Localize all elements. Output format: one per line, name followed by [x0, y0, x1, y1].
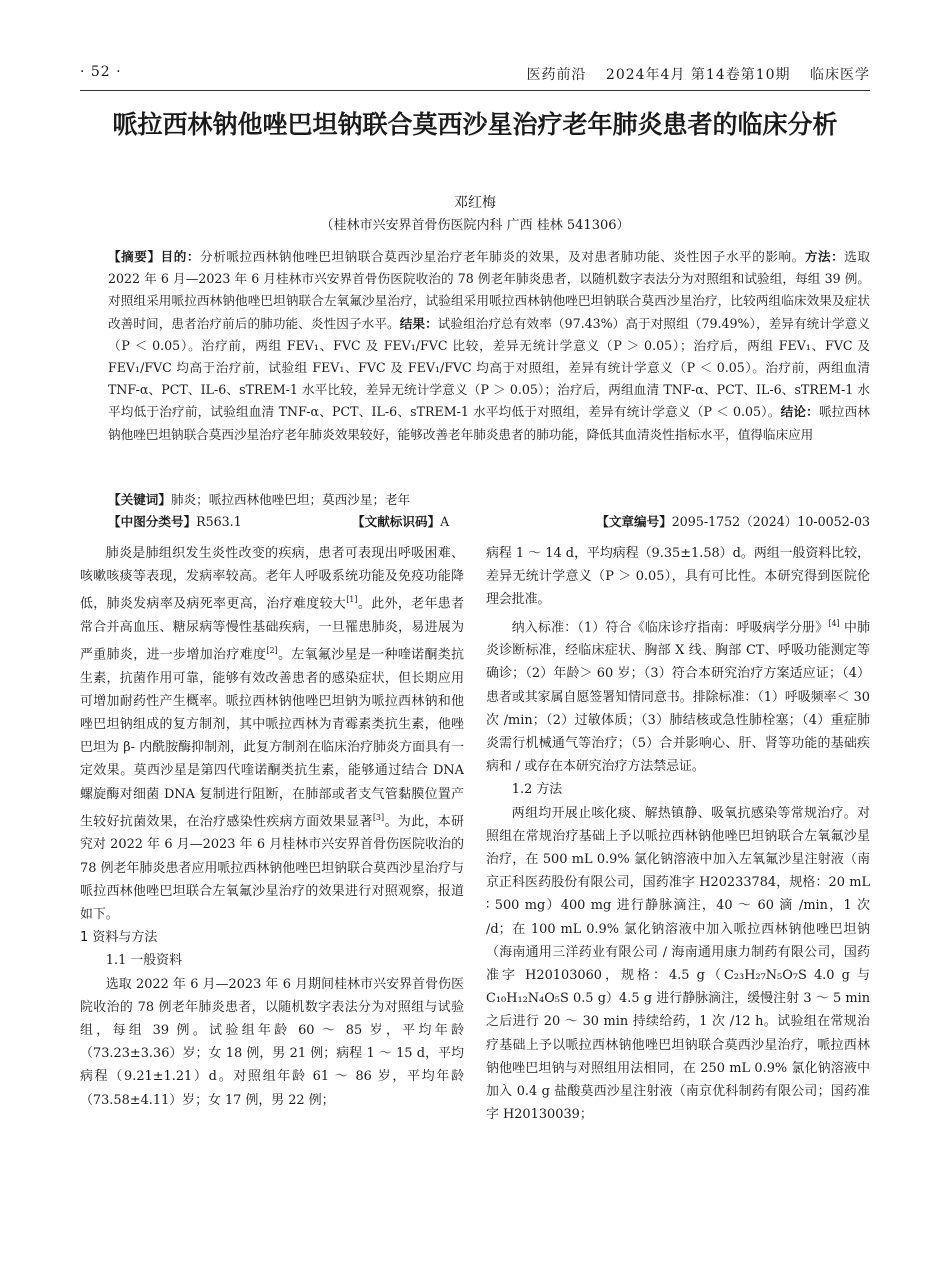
doc-value: A: [440, 514, 450, 529]
header-divider: [80, 90, 870, 91]
intro-text-1: 肺炎是肺组织发生炎性改变的疾病，患者可表现出呼吸困难、咳嗽咳痰等表现，发病率较高。老年人呼吸系统功能及免疫功能降低，肺炎发病率及病死率更高，治疗难度较大: [80, 546, 464, 612]
intro-text-2: 。此外，老年患者常合并高血压、糖尿病等慢性基础疾病，一旦罹患肺炎，易进展为严重肺炎，进一步增加治疗难度: [80, 596, 465, 663]
citation-4: [4]: [828, 618, 840, 628]
body-column-right: [486, 542, 870, 1126]
general-info-paragraph: 选取 2022 年 6 月—2023 年 6 月期间桂林市兴安界首骨伤医院收治的 78 例老年肺炎患者，以随机数字表法分为对照组与试验组，每组 39 例。试验组年龄 60 ～ 85 岁，平均年龄（73.23±3.36）岁；女 18 例，男 21 例；病程 1 ～ 15 d，平均病程（9.21±1.21）d。对照组年龄 61 ～ 86 岁，平均年龄（73.58±4.11）岁；女 17 例，男 22 例；: [80, 976, 464, 1108]
keywords-label: 【关键词】: [108, 492, 171, 507]
general-info-continued: 病程 1 ～ 14 d，平均病程（9.35±1.58）d。两组一般资料比较，差异无统计学意义（P ＞ 0.05），具有可比性。本研究得到医院伦理会批准。: [486, 546, 870, 608]
method-label: 方法：: [804, 249, 845, 264]
criteria-text-2: 中肺炎诊断标准，经临床症状、胸部 X 线、胸部 CT、呼吸功能测定等确诊；（2）年龄＞ 60 岁；（3）符合本研究治疗方案适应证；（4）患者或其家属自愿签署知情同意书。排除标准：（1）呼吸频率＜ 30 次 /min；（2）过敏体质；（3）肺结核或急性肺栓塞；（4）重症肺炎需行机械通气等治疗；（5）合并影响心、肝、肾等功能的基础疾病和 / 或存在本研究治疗方法禁忌证。: [486, 619, 870, 775]
journal-issue: 2024年4月 第14卷第10期: [605, 67, 791, 83]
classification-row: [108, 511, 870, 533]
intro-text-3: 。左氧氟沙星是一种喹诺酮类抗生素，抗菌作用可靠，能够有效改善患者的感染症状，但长期应用可增加耐药性产生概率。哌拉西林钠他唑巴坦钠为哌拉西林钠和他唑巴坦钠组成的复方制剂，其中哌拉西林为青霉素类抗生素，他唑巴坦为 β- 内酰胺酶抑制剂，此复方制剂在临床治疗肺炎方面具有一定效果。莫西沙星是第四代喹诺酮类抗生素，能够通过结合 DNA 螺旋酶对细菌 DNA 复制进行阻断，在肺部或者支气管黏膜位置产生较好抗菌效果，在治疗感染性疾病方面效果显著: [80, 647, 464, 830]
abstract-label: 【摘要】: [108, 249, 161, 264]
objective-label: 目的：: [160, 249, 201, 264]
body-column-left: [80, 542, 464, 1112]
doc-code: [352, 511, 449, 533]
keywords: [108, 489, 870, 511]
journal-info: [512, 64, 870, 84]
result-label: 结果：: [399, 315, 438, 331]
doc-label: 【文献标识码】: [352, 514, 441, 529]
clc-label: 【中图分类号】: [108, 514, 197, 529]
criteria-paragraph: [486, 612, 870, 779]
clc-code: [108, 511, 242, 533]
abstract: [108, 246, 870, 446]
citation-1: [1]: [346, 595, 358, 605]
objective-text: 分析哌拉西林钠他唑巴坦钠联合莫西沙星治疗老年肺炎的效果，及对患者肺功能、炎性因子水平的影响。: [200, 249, 805, 264]
result-text: 试验组治疗总有效率（97.43%）高于对照组（79.49%），差异有统计学意义（P ＜ 0.05）。治疗前，两组 FEV₁、FVC 及 FEV₁/FVC 比较，差异无统计学意义（P ＞ 0.05）；治疗后，两组 FEV₁、FVC 及 FEV₁/FVC 均高于治疗前，试验组 FEV₁、FVC 及 FEV₁/FVC 均高于对照组，差异有统计学意义（P ＜ 0.05）。治疗前，两组血清 TNF-α、PCT、IL-6、sTREM-1 水平比较，差异无统计学意义（P ＞ 0.05）；治疗后，两组血清 TNF-α、PCT、IL-6、sTREM-1 水平均低于治疗前，试验组血清 TNF-α、PCT、IL-6、sTREM-1 水平均低于对照组，差异有统计学意义（P ＜ 0.05）。: [108, 315, 871, 420]
section-heading-1: 1 资料与方法: [80, 930, 158, 946]
author: 邓红梅: [454, 195, 496, 211]
clc-value: R563.1: [196, 514, 242, 529]
method-text: 选取 2022 年 6 月—2023 年 6 月桂林市兴安界首骨伤医院收治的 78 例老年肺炎患者，以随机数字表法分为对照组和试验组，每组 39 例。对照组采用哌拉西林钠他唑巴坦钠联合左氧氟沙星治疗，试验组采用哌拉西林钠他唑巴坦钠联合莫西沙星治疗，比较两组临床效果及症状改善时间，患者治疗前后的肺功能、炎性因子水平。: [108, 249, 871, 331]
journal-section: 临床医学: [810, 67, 870, 83]
conclusion-label: 结论：: [780, 404, 819, 420]
intro-paragraph: [80, 542, 464, 926]
section-heading-1-1: 1.1 一般资料: [105, 953, 182, 969]
keywords-value: 肺炎；哌拉西林他唑巴坦；莫西沙星；老年: [170, 492, 411, 507]
section-heading-1-2: 1.2 方法: [511, 782, 563, 798]
running-header: [80, 60, 870, 88]
intro-text-4: 。为此，本研究对 2022 年 6 月—2023 年 6 月桂林市兴安界首骨伤医院收治的 78 例老年肺炎患者应用哌拉西林钠他唑巴坦钠联合莫西沙星治疗与哌拉西林他唑巴坦联合左氧氟沙星治疗的效果进行对照观察，报道如下。: [80, 814, 465, 922]
citation-2: [2]: [266, 646, 278, 656]
article-number-label: 【文章编号】: [596, 514, 672, 529]
affiliation: （桂林市兴安界首骨伤医院内科 广西 桂林 541306）: [320, 218, 630, 233]
article-number: [596, 511, 870, 533]
method-paragraph: 两组均开展止咳化痰、解热镇静、吸氧抗感染等常规治疗。对照组在常规治疗基础上予以哌拉西林钠他唑巴坦钠联合左氧氟沙星治疗，在 500 mL 0.9% 氯化钠溶液中加入左氧氟沙星注射液（南京正科医药股份有限公司，国药准字 H20233784，规格：20 mL ∶ 500 mg）400 mg 进行静脉滴注，40 ～ 60 滴 /min，1 次 /d；在 100 mL 0.9% 氯化钠溶液中加入哌拉西林钠他唑巴坦钠（海南通用三洋药业有限公司 / 海南通用康力制药有限公司，国药准字 H20103060，规格：4.5 g（C₂₃H₂₇N₅O₇S 4.0 g 与 C₁₀H₁₂N₄O₅S 0.5 g）4.5 g 进行静脉滴注，缓慢注射 3 ～ 5 min 之后进行 20 ～ 30 min 持续给药，1 次 /12 h。试验组在常规治疗基础上予以哌拉西林钠他唑巴坦钠联合莫西沙星治疗，哌拉西林钠他唑巴坦钠与对照组用法相同，在 250 mL 0.9% 氯化钠溶液中加入 0.4 g 盐酸莫西沙星注射液（南京优科制药有限公司；国药准字 H20130039；: [486, 805, 870, 1123]
criteria-text-1: 纳入标准：（1）符合《临床诊疗指南：呼吸病学分册》: [511, 619, 829, 635]
citation-3: [3]: [372, 812, 385, 822]
journal-name: 医药前沿: [526, 67, 587, 83]
conclusion-text: 哌拉西林钠他唑巴坦钠联合莫西沙星治疗老年肺炎效果较好，能够改善老年肺炎患者的肺功能，降低其血清炎性指标水平，值得临床应用: [108, 404, 871, 442]
article-number-value: 2095-1752（2024）10-0052-03: [671, 514, 870, 529]
article-title: 哌拉西林钠他唑巴坦钠联合莫西沙星治疗老年肺炎患者的临床分析: [112, 110, 838, 139]
page-number: · 52 ·: [80, 64, 122, 80]
